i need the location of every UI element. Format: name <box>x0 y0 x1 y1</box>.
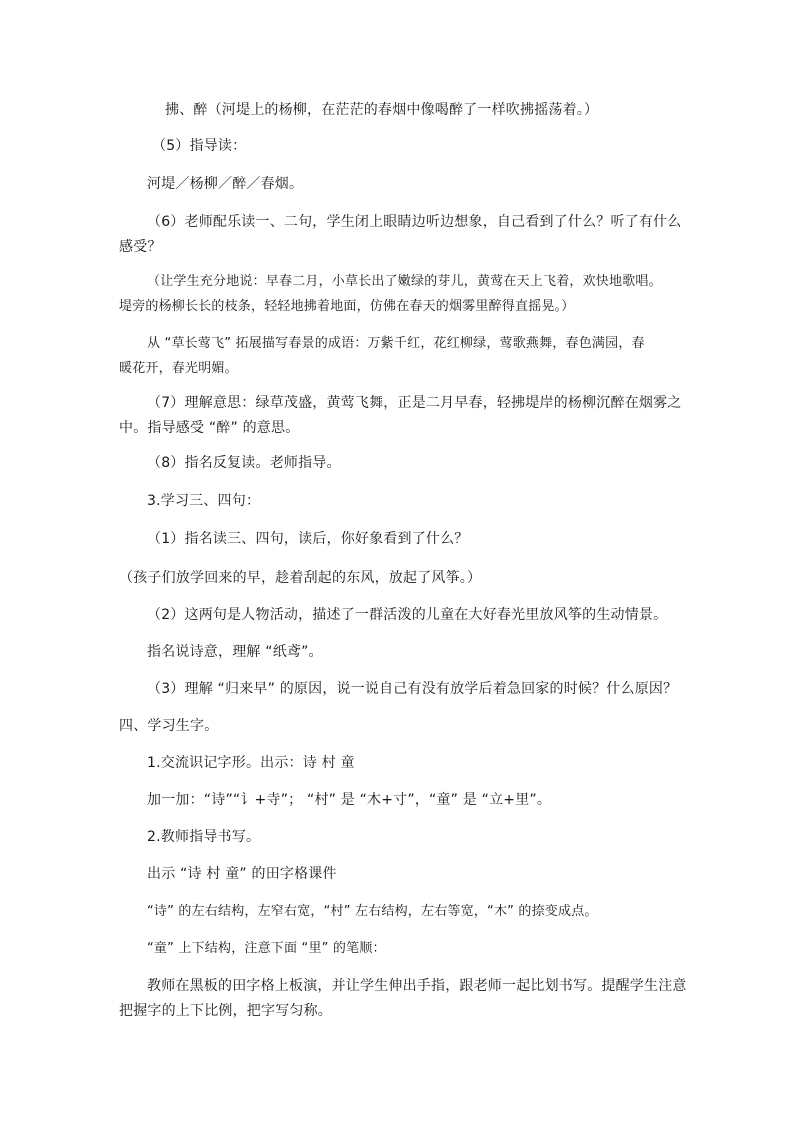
paragraph <box>119 331 645 381</box>
paragraph-line: 中。指导感受 “醉” 的意思。 <box>119 420 300 436</box>
paragraph-line: 把握字的上下比例，把字写匀称。 <box>119 1003 332 1019</box>
paragraph-line: 暖花开，春光明媚。 <box>119 361 238 376</box>
paragraph: “童” 上下结构，注意下面 “里” 的笔顺： <box>147 941 386 956</box>
paragraph: （2）这两句是人物活动，描述了一群活泼的儿童在大好春光里放风筝的生动情景。 <box>147 607 668 623</box>
paragraph-line: 从 “草长莺飞” 拓展描写春景的成语：万紫千红，花红柳绿，莺歌燕舞，春色满园，春 <box>147 336 645 351</box>
paragraph: （1）指名读三、四句，读后，你好象看到了什么？ <box>147 531 469 547</box>
paragraph <box>119 210 682 260</box>
paragraph-line: 感受？ <box>119 239 162 255</box>
paragraph-line: （让学生充分地说：早春二月，小草长出了嫩绿的芽儿，黄莺在天上飞着，欢快地歌唱。 <box>147 274 662 289</box>
paragraph: “诗” 的左右结构，左窄右宽，“村” 左右结构，左右等宽，“木” 的捺变成点。 <box>147 904 598 919</box>
paragraph <box>119 269 662 319</box>
section-heading: 四、学习生字。 <box>119 718 219 734</box>
paragraph: （孩子们放学回来的早，趁着刮起的东风，放起了风筝。） <box>119 570 482 586</box>
paragraph: （5）指导读： <box>152 138 247 154</box>
paragraph: 拂、醉（河堤上的杨柳，在茫茫的春烟中像喝醉了一样吹拂摇荡着。） <box>165 102 599 118</box>
paragraph: 出示 “诗 村 童” 的田字格课件 <box>147 866 337 882</box>
paragraph-line: 教师在黑板的田字格上板演，并让学生伸出手指，跟老师一起比划书写。提醒学生注意 <box>147 978 687 994</box>
paragraph <box>119 974 687 1024</box>
paragraph: 河堤／杨柳／醉／春烟。 <box>147 176 304 192</box>
paragraph-line: 堤旁的杨柳长长的枝条，轻轻地拂着地面，仿佛在春天的烟雾里醉得直摇晃。） <box>119 299 575 314</box>
paragraph: 加一加：“诗”“讠+寺”； “村” 是 “木+寸”，“童” 是 “立+里”。 <box>147 792 552 808</box>
section-heading: 3.学习三、四句： <box>147 493 261 509</box>
paragraph: 指名说诗意，理解 “纸鸢”。 <box>147 644 323 660</box>
paragraph: （3）理解 “归来早” 的原因，说一说自己有没有放学后着急回家的时候？什么原因？ <box>147 681 678 697</box>
paragraph: （8）指名反复读。老师指导。 <box>147 455 341 471</box>
section-heading: 2.教师指导书写。 <box>147 829 261 845</box>
paragraph-line: （7）理解意思：绿草茂盛，黄莺飞舞，正是二月早春，轻拂堤岸的杨柳沉醉在烟雾之 <box>147 395 682 411</box>
paragraph-line: （6）老师配乐读一、二句，学生闭上眼睛边听边想象，自己看到了什么？听了有什么 <box>147 214 682 230</box>
paragraph <box>119 391 682 441</box>
paragraph: 1.交流识记字形。出示：诗 村 童 <box>147 755 355 771</box>
